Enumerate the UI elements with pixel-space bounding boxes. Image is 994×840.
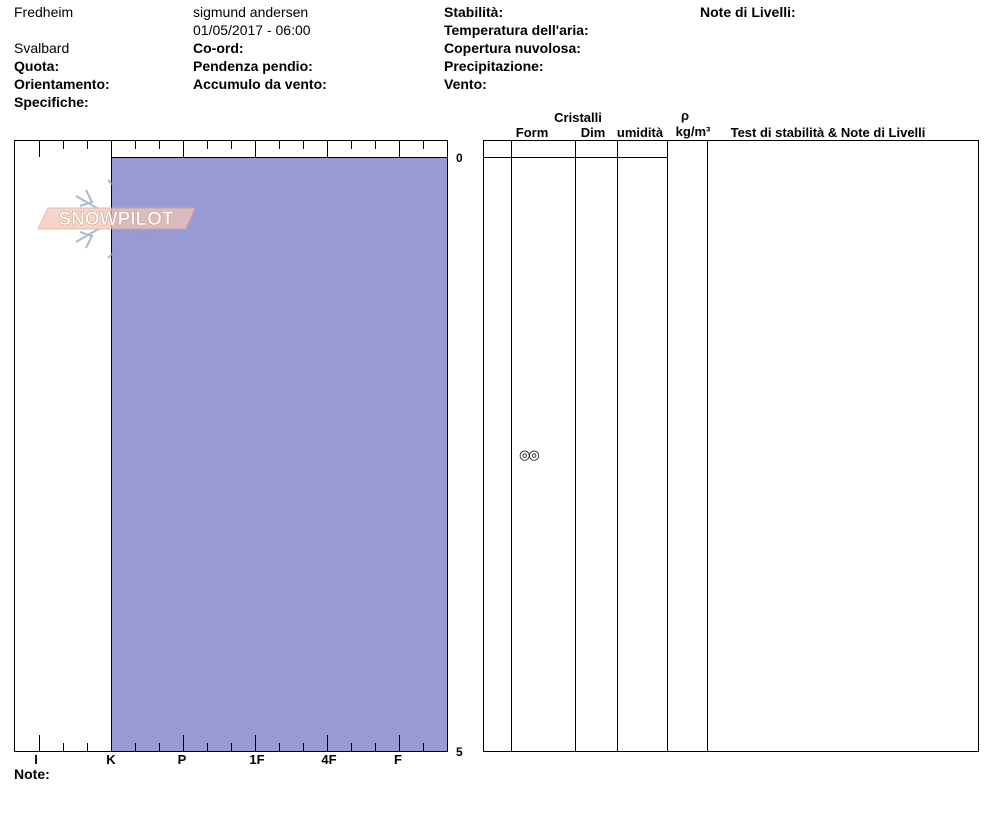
temperatura-label: Temperatura dell'aria: — [444, 22, 589, 38]
notes-label: Note: — [14, 766, 50, 782]
pendenza-label: Pendenza pendio: — [193, 58, 313, 74]
snow-layer — [111, 157, 447, 751]
orientamento-label: Orientamento: — [14, 76, 110, 92]
observation-datetime: 01/05/2017 - 06:00 — [193, 22, 311, 38]
col-density-header: kg/m³ — [675, 124, 711, 139]
col-form-header: Form — [515, 125, 549, 140]
copertura-label: Copertura nuvolosa: — [444, 40, 581, 56]
hardness-label: 1F — [249, 752, 265, 767]
specifiche-label: Specifiche: — [14, 94, 89, 110]
depth-top-label: 0 — [456, 151, 463, 165]
coord-label: Co-ord: — [193, 40, 244, 56]
accumulo-label: Accumulo da vento: — [193, 76, 327, 92]
observer-name: sigmund andersen — [193, 4, 309, 20]
layers-table-frame — [484, 141, 979, 752]
col-rho-header: ρ — [680, 108, 690, 123]
hardness-label: F — [394, 752, 402, 767]
quota-label: Quota: — [14, 58, 60, 74]
precipitazione-label: Precipitazione: — [444, 58, 544, 74]
crystal-form-icon: ◎◎ — [519, 447, 538, 462]
region-name: Svalbard — [14, 40, 70, 56]
location-name: Fredheim — [14, 4, 74, 20]
note-livelli-label: Note di Livelli: — [700, 4, 796, 20]
hardness-label: P — [177, 752, 187, 767]
depth-bottom-label: 5 — [456, 745, 463, 759]
col-cristalli-header: Cristalli — [554, 110, 602, 125]
hardness-label: I — [34, 752, 38, 767]
hardness-label: K — [106, 752, 116, 767]
hardness-label: 4F — [321, 752, 337, 767]
col-tests-header: Test di stabilità & Note di Livelli — [730, 125, 926, 140]
stabilita-label: Stabilità: — [444, 4, 504, 20]
vento-label: Vento: — [444, 76, 487, 92]
snowpilot-logo-text: SNOWPILOT — [58, 209, 174, 230]
col-dim-header: Dim — [580, 125, 606, 140]
col-umidita-header: umidità — [616, 125, 664, 140]
